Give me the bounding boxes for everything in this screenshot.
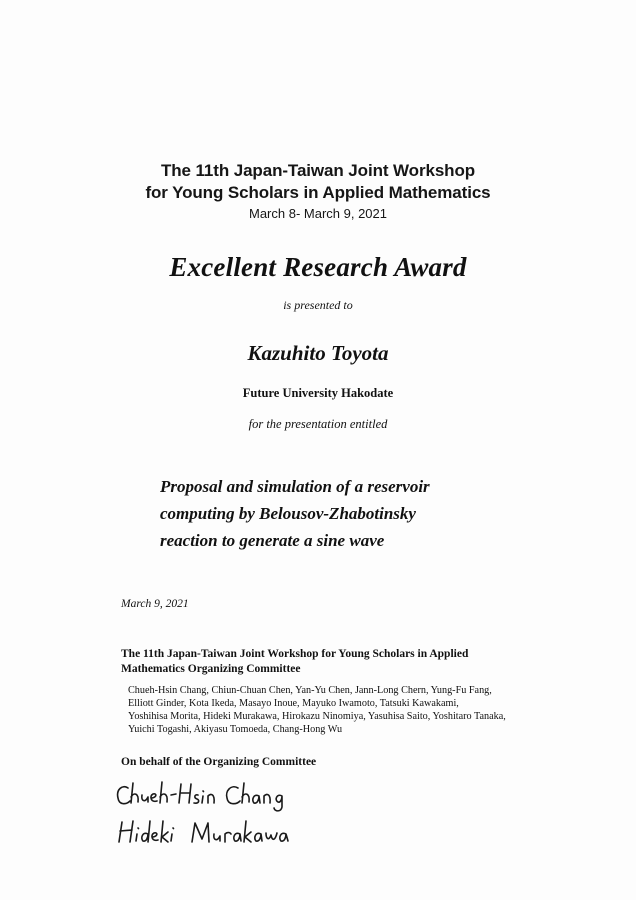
- presented-to-text: is presented to: [283, 298, 353, 312]
- workshop-dates: March 8- March 9, 2021: [248, 206, 387, 221]
- presentation-title-line: Proposal and simulation of a reservoir: [160, 477, 430, 496]
- workshop-title-line-2: for Young Scholars in Applied Mathematics: [145, 183, 491, 202]
- award-title: Excellent Research Award: [169, 252, 467, 282]
- committee-title: [121, 647, 541, 677]
- committee-title-line: The 11th Japan-Taiwan Joint Workshop for Young Scholars in Applied: [121, 648, 469, 660]
- workshop-header: [0, 160, 636, 223]
- signature-hideki-murakawa: [112, 815, 312, 851]
- recipient-affiliation: Future University Hakodate: [242, 386, 394, 400]
- committee-members-line: Elliott Ginder, Kota Ikeda, Masayo Inoue, Mayuko Iwamoto, Tatsuki Kawakami,: [128, 698, 459, 709]
- presentation-title-line: reaction to generate a sine wave: [160, 531, 385, 550]
- presentation-title-line: computing by Belousov-Zhabotinsky: [160, 504, 416, 523]
- presentation-entitled-text: for the presentation entitled: [248, 417, 388, 431]
- signature-chueh-hsin-chang: [112, 778, 312, 814]
- committee-members-line: Yoshihisa Morita, Hideki Murakawa, Hirokazu Ninomiya, Yasuhisa Saito, Yoshitaro Tanaka,: [128, 711, 506, 722]
- committee-members-line: Chueh-Hsin Chang, Chiun-Chuan Chen, Yan-Yu Chen, Jann-Long Chern, Yung-Fu Fang,: [128, 685, 492, 696]
- recipient-name: Kazuhito Toyota: [247, 341, 389, 365]
- on-behalf-text: On behalf of the Organizing Committee: [121, 756, 317, 768]
- presentation-title: [160, 473, 580, 554]
- award-date: March 9, 2021: [121, 598, 189, 610]
- committee-title-line: Mathematics Organizing Committee: [121, 663, 301, 675]
- workshop-title-line-1: The 11th Japan-Taiwan Joint Workshop: [160, 161, 476, 180]
- committee-members-line: Yuichi Togashi, Akiyasu Tomoeda, Chang-Hong Wu: [128, 724, 343, 735]
- committee-members: [128, 684, 548, 736]
